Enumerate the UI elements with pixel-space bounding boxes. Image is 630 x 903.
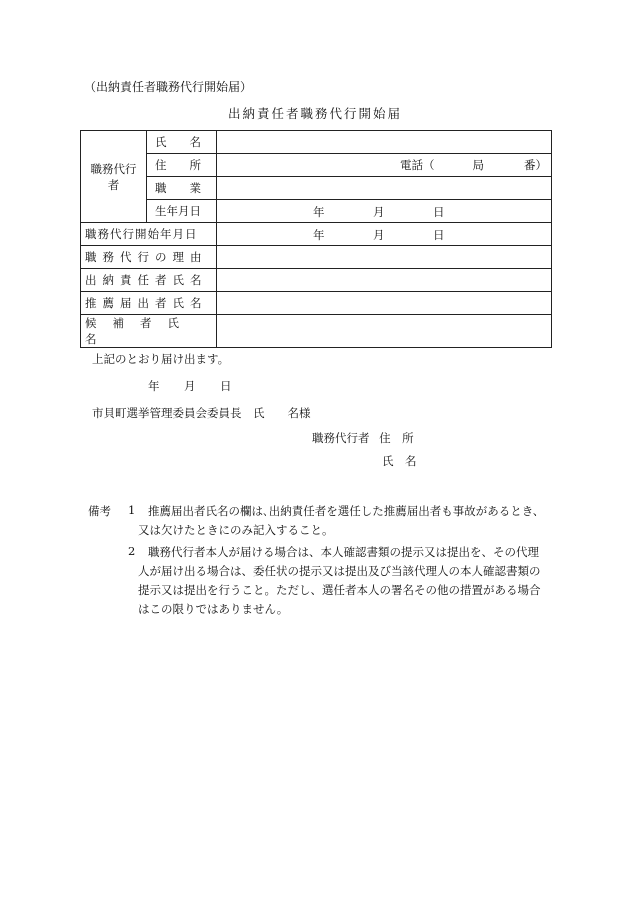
start-month: 月 xyxy=(373,228,385,242)
notification-form-table xyxy=(80,130,552,348)
statement: 上記のとおり届け出ます。 xyxy=(92,352,230,366)
note-1-line-1: 推薦届出者氏名の欄は､出納責任者を選任した推薦届出者も事故があるとき、 xyxy=(148,504,545,518)
signature-name-label: 氏 名 xyxy=(382,454,417,468)
start-date-field[interactable] xyxy=(217,223,552,246)
row-occupation xyxy=(81,177,552,200)
note-2-line-3: 提示又は提出を行うこと。ただし、選任者本人の署名その他の措置がある場合 xyxy=(138,583,541,597)
signature-address-line xyxy=(312,430,414,446)
note-2-line-4: はこの限りではありません。 xyxy=(138,602,289,616)
phone-block xyxy=(221,157,547,173)
note-1-line-2: 又は欠けたときにのみ記入すること。 xyxy=(138,523,334,537)
treasurer-label: 出納責任者氏名 xyxy=(81,269,217,292)
notes-label: 備考 xyxy=(88,504,111,518)
note-2-line-2: 人が届け出る場合は、委任状の提示又は提出及び当該代理人の本人確認書類の xyxy=(138,564,541,578)
address-label: 住 所 xyxy=(147,154,217,177)
birth-day: 日 xyxy=(433,205,445,219)
form-title: 出納責任者職務代行開始届 xyxy=(227,106,402,121)
birth-year: 年 xyxy=(313,205,325,219)
row-recommender xyxy=(81,292,552,315)
note-1-number: 1 xyxy=(128,503,136,517)
phone-suffix: 番） xyxy=(524,158,547,172)
occupation-label: 職 業 xyxy=(147,177,217,200)
form-caption: （出納責任者職務代行開始届） xyxy=(84,80,253,94)
submit-month: 月 xyxy=(184,379,196,393)
submit-year: 年 xyxy=(148,379,160,393)
reason-field[interactable] xyxy=(217,246,552,269)
signature-role: 職務代行者 xyxy=(312,431,370,445)
row-name xyxy=(81,131,552,154)
phone-prefix: 電話（ xyxy=(400,158,435,172)
note-2-line-1: 職務代行者本人が届ける場合は、本人確認書類の提示又は提出を、その代理 xyxy=(148,545,539,559)
phone-mid: 局 xyxy=(472,158,484,172)
recommender-field[interactable] xyxy=(217,292,552,315)
start-year: 年 xyxy=(313,228,325,242)
row-treasurer xyxy=(81,269,552,292)
addressee: 市貝町選挙管理委員会委員長 氏 名様 xyxy=(92,406,311,420)
start-day: 日 xyxy=(433,228,445,242)
signature-address-label: 住 所 xyxy=(379,431,414,445)
candidate-label: 候補者氏名 xyxy=(81,315,217,348)
note-2-number: 2 xyxy=(128,544,136,558)
row-address xyxy=(81,154,552,177)
birthdate-label: 生年月日 xyxy=(147,200,217,223)
birth-month: 月 xyxy=(373,205,385,219)
group-label: 職務代行者 xyxy=(81,131,147,223)
candidate-field[interactable] xyxy=(217,315,552,348)
row-start-date xyxy=(81,223,552,246)
occupation-field[interactable] xyxy=(217,177,552,200)
birthdate-field[interactable] xyxy=(217,200,552,223)
submit-day: 日 xyxy=(220,379,232,393)
name-field[interactable] xyxy=(217,131,552,154)
start-date-label: 職務代行開始年月日 xyxy=(81,223,217,246)
row-candidate xyxy=(81,315,552,348)
row-reason xyxy=(81,246,552,269)
treasurer-field[interactable] xyxy=(217,269,552,292)
name-label: 氏 名 xyxy=(147,131,217,154)
reason-label: 職務代行の理由 xyxy=(81,246,217,269)
recommender-label: 推薦届出者氏名 xyxy=(81,292,217,315)
row-birthdate xyxy=(81,200,552,223)
address-field[interactable] xyxy=(217,154,552,177)
